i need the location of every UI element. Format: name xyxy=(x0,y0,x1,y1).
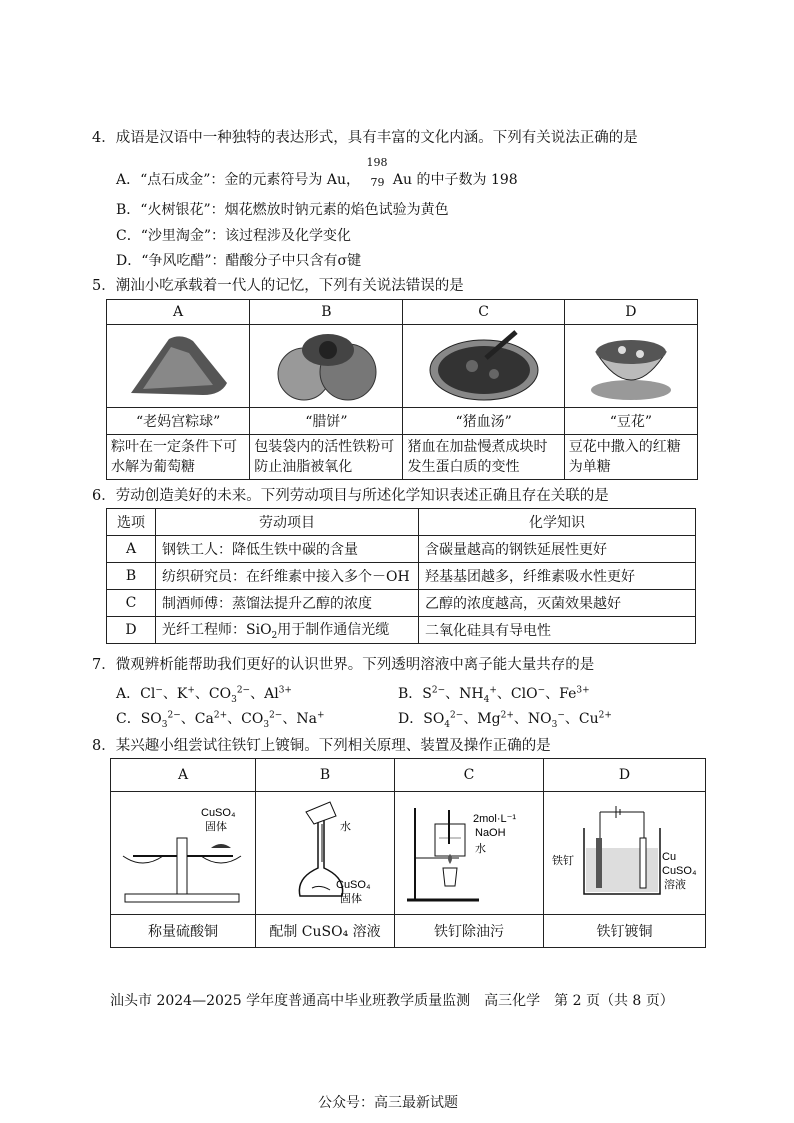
zhuxuetang-image xyxy=(403,325,564,408)
q8-b-solid-label: 固体 xyxy=(340,892,362,905)
q5-name-a: “老妈宫粽球” xyxy=(107,408,250,435)
q5-name-c: “猪血汤” xyxy=(403,408,564,435)
zongqiu-image xyxy=(107,325,250,408)
q5-header-c: C xyxy=(403,300,564,325)
q8-d-cuso4-label: CuSO₄ xyxy=(661,865,696,877)
q6-row-a-knowledge: 含碳量越高的钢铁延展性更好 xyxy=(419,536,696,563)
q4-option-b: B．“火树银花”：烟花燃放时钠元素的焰色试验为黄色 xyxy=(116,202,449,218)
q7-option-a: A．Cl−、K+、$CO_3^{2-}$、$Al^{3+}$ xyxy=(116,685,292,705)
q6-row-a-task: 钢铁工人：降低生铁中碳的含量 xyxy=(156,536,419,563)
q5-desc-a: 粽叶在一定条件下可水解为葡萄糖 xyxy=(107,435,250,480)
volumetric-flask-diagram xyxy=(256,792,395,915)
q8-header-d: D xyxy=(544,759,706,792)
q5-header-a: A xyxy=(107,300,250,325)
q8-a-solid-label: 固体 xyxy=(205,820,227,833)
q8-b-cuso4-label: CuSO₄ xyxy=(336,879,371,891)
q6-row-b-task: 纺织研究员：在纤维素中接入多个－OH xyxy=(156,563,419,590)
q7-stem: 7．微观辨析能帮助我们更好的认识世界。下列透明溶液中离子能大量共存的是 xyxy=(92,657,595,673)
q6-row-c-option: C xyxy=(107,590,156,617)
balance-diagram xyxy=(111,792,256,915)
q5-header-d: D xyxy=(564,300,697,325)
q6-row-d-option: D xyxy=(107,617,156,644)
q4-stem: 4．成语是汉语中一种独特的表达形式，具有丰富的文化内涵。下列有关说法正确的是 xyxy=(92,130,638,146)
q6-row-c-knowledge: 乙醇的浓度越高，灭菌效果越好 xyxy=(419,590,696,617)
q6-header-task: 劳动项目 xyxy=(156,509,419,536)
q6-row-b-option: B xyxy=(107,563,156,590)
q8-b-water-label: 水 xyxy=(340,820,351,833)
q8-c-water-label: 水 xyxy=(475,842,486,855)
q8-caption-c: 铁钉除油污 xyxy=(395,915,544,948)
q5-table xyxy=(106,299,698,480)
q8-stem: 8．某兴趣小组尝试往铁钉上镀铜。下列相关原理、装置及操作正确的是 xyxy=(92,738,551,754)
q5-desc-c: 猪血在加盐慢煮成块时发生蛋白质的变性 xyxy=(403,435,564,480)
q4-option-a-text: A．“点石成金”：金的元素符号为 Au， xyxy=(116,172,361,188)
q4-option-c: C．“沙里淘金”：该过程涉及化学变化 xyxy=(116,228,352,244)
electroplating-diagram xyxy=(544,792,706,915)
q4-atomic-number: 79 xyxy=(370,176,385,189)
q6-row-d-task-pre: 光纤工程师：SiO xyxy=(162,622,272,639)
labing-image xyxy=(250,325,403,408)
douhua-image xyxy=(564,325,697,408)
q8-c-conc-label: 2mol·L⁻¹ xyxy=(473,813,517,825)
q5-stem: 5．潮汕小吃承载着一代人的记忆，下列有关说法错误的是 xyxy=(92,278,464,294)
q6-table xyxy=(106,508,696,644)
q6-row-d-knowledge: 二氧化硅具有导电性 xyxy=(419,617,696,644)
q8-d-nail-label: 铁钉 xyxy=(551,854,574,867)
q5-desc-d: 豆花中撒入的红糖为单糖 xyxy=(564,435,697,480)
q8-d-cu-label: Cu xyxy=(661,851,676,863)
q6-header-knowledge: 化学知识 xyxy=(419,509,696,536)
q8-header-b: B xyxy=(256,759,395,792)
q4-option-a xyxy=(116,156,518,189)
q5-header-b: B xyxy=(250,300,403,325)
q8-header-c: C xyxy=(395,759,544,792)
q8-header-a: A xyxy=(111,759,256,792)
q7-option-c: C．$SO_3^{2-}$、$Ca^{2+}$、$CO_3^{2-}$、Na+ xyxy=(116,710,325,730)
q8-caption-b: 配制 CuSO₄ 溶液 xyxy=(256,915,395,948)
q8-caption-a: 称量硫酸铜 xyxy=(111,915,256,948)
watermark-text: 公众号：高三最新试题 xyxy=(318,1095,458,1111)
q8-a-cuso4-label: CuSO₄ xyxy=(201,807,236,819)
q5-name-b: “腊饼” xyxy=(250,408,403,435)
q5-name-d: “豆花” xyxy=(564,408,697,435)
q6-header-option: 选项 xyxy=(107,509,156,536)
q8-caption-d: 铁钉镀铜 xyxy=(544,915,706,948)
q6-row-d-task-post: 用于制作通信光缆 xyxy=(277,622,390,639)
q8-d-solution-label: 溶液 xyxy=(663,878,686,891)
q6-row-d-task xyxy=(156,617,419,644)
q6-row-a-option: A xyxy=(107,536,156,563)
q4-option-d: D．“争风吃醋”：醋酸分子中只含有σ键 xyxy=(116,253,362,269)
q6-stem: 6．劳动创造美好的未来。下列劳动项目与所述化学知识表述正确且存在关联的是 xyxy=(92,488,609,504)
q6-row-c-task: 制酒师傅：蒸馏法提升乙醇的浓度 xyxy=(156,590,419,617)
q6-row-b-knowledge: 羟基基团越多，纤维素吸水性更好 xyxy=(419,563,696,590)
q4-mass-number: 198 xyxy=(366,156,388,169)
heating-stand-diagram xyxy=(395,792,544,915)
page-footer: 汕头市 2024—2025 学年度普通高中毕业班教学质量监测 高三化学 第 2 页（共 8 页） xyxy=(110,993,674,1009)
q7-option-b: B．$S^{2-}$、$NH_4^+$、ClO−、$Fe^{3+}$ xyxy=(398,685,590,705)
q4-option-a-rest: Au 的中子数为 198 xyxy=(392,172,518,188)
q7-option-d: D．$SO_4^{2-}$、$Mg^{2+}$、$NO_3^-$、$Cu^{2+}$ xyxy=(398,710,612,730)
q4-isotope xyxy=(364,156,388,189)
q8-table xyxy=(110,758,706,948)
q5-desc-b: 包装袋内的活性铁粉可防止油脂被氧化 xyxy=(250,435,403,480)
q6-row-d-task-sub: 2 xyxy=(271,630,278,641)
q8-c-naoh-label: NaOH xyxy=(475,827,506,839)
